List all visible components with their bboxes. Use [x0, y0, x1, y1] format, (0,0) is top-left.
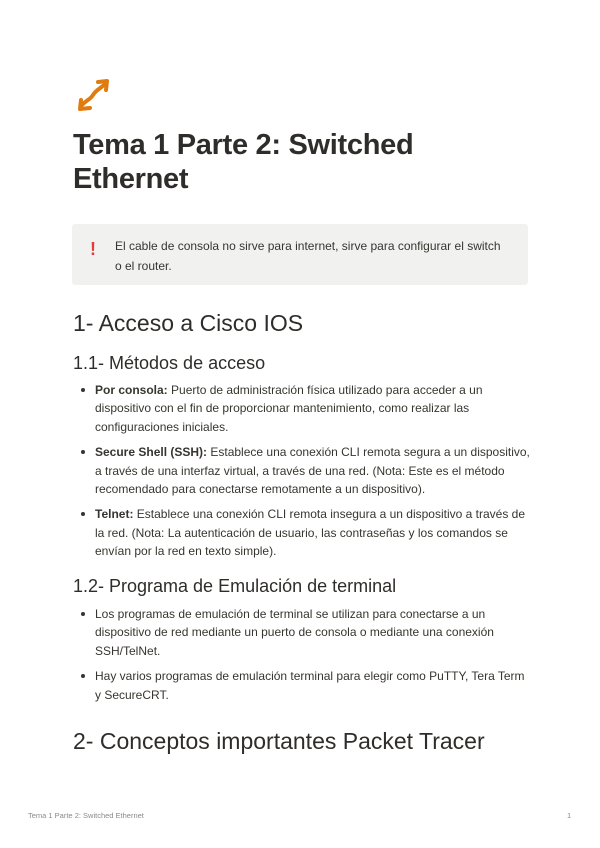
exclamation-icon: ! — [90, 239, 96, 259]
section-heading-1: 1- Acceso a Cisco IOS — [73, 310, 304, 336]
list-item-text: Hay varios programas de emulación terminal para elegir como PuTTY, Tera Term y SecureCRT. — [95, 669, 525, 702]
list-item-text: Los programas de emulación de terminal se utilizan para conectarse a un dispositivo de red mediante un puerto de consola o mediante una conexión SSH/TelNet. — [95, 607, 494, 658]
section-heading-1-2: 1.2- Programa de Emulación de terminal — [73, 576, 397, 596]
access-methods-list — [73, 381, 533, 568]
footer-page-number: 1 — [567, 811, 572, 820]
footer-doc-title: Tema 1 Parte 2: Switched Ethernet — [28, 811, 144, 820]
list-item-term: Por consola: — [95, 383, 168, 397]
callout-box — [72, 224, 528, 285]
list-item-text: Establece una conexión CLI remota segura a un dispositivo, a través de una interfaz virtual, a través de una red. (Nota: Este es el método recomendado para conectarse remotamente a un dispositivo). — [95, 445, 530, 497]
callout-text: El cable de consola no sirve para internet, sirve para configurar el switch o el router. — [115, 239, 501, 273]
list-item — [73, 505, 533, 560]
list-item — [73, 667, 533, 704]
list-item-text: Puerto de administración física utilizado para acceder a un dispositivo con el fin de proporcionar mantenimiento, como realizar las configuraciones iniciales. — [95, 383, 483, 434]
list-item-text: Establece una conexión CLI remota insegura a un dispositivo a través de la red. (Nota: La autenticación de usuario, las contraseñas y los comandos se envían por la red en texto simple). — [95, 507, 526, 559]
page-title: Tema 1 Parte 2: Switched Ethernet — [73, 129, 414, 195]
section-heading-2: 2- Conceptos importantes Packet Tracer — [73, 728, 485, 754]
list-item — [73, 605, 533, 660]
list-item — [73, 443, 533, 498]
terminal-emulation-list — [73, 605, 533, 711]
section-heading-1-1: 1.1- Métodos de acceso — [73, 353, 266, 373]
list-item-term: Secure Shell (SSH): — [95, 445, 208, 460]
arrows-swap-icon — [74, 76, 114, 114]
list-item-term: Telnet: — [95, 507, 134, 522]
list-item — [73, 381, 533, 436]
